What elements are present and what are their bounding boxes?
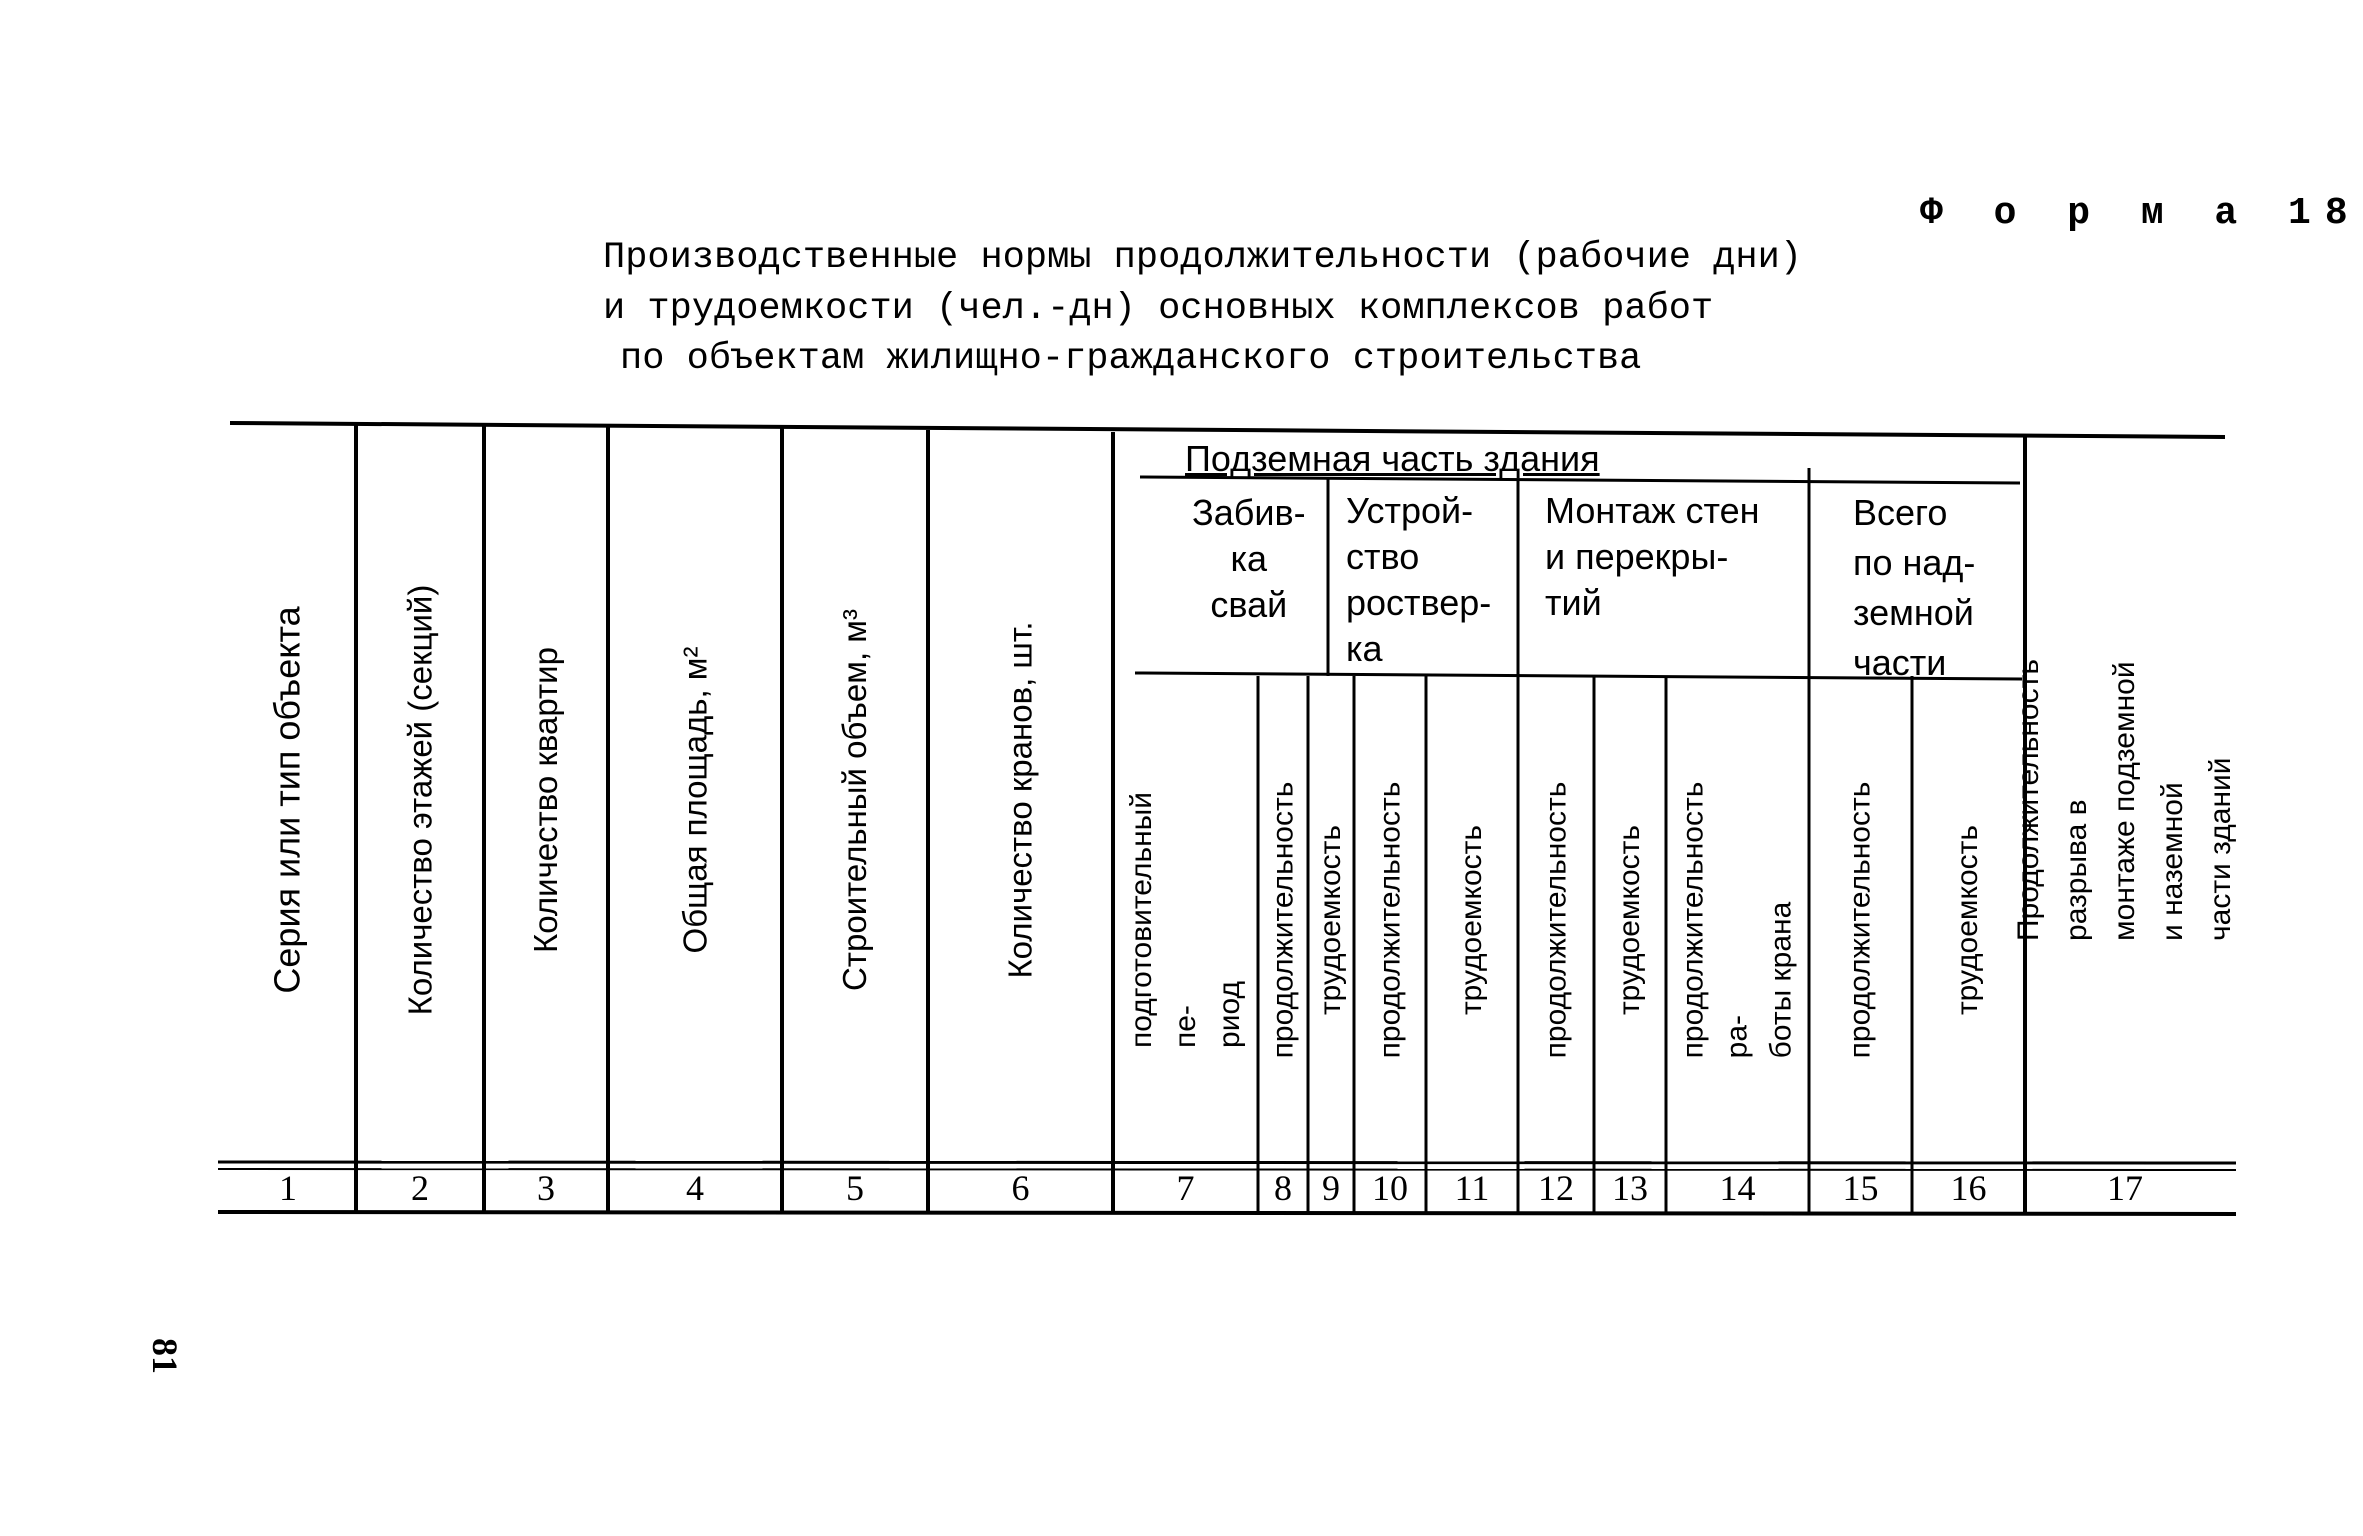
col-header-16: трудоемкость bbox=[1951, 824, 1985, 1016]
col-number-13: 13 bbox=[1612, 1168, 1648, 1208]
col-header-13: трудоемкость bbox=[1613, 824, 1647, 1016]
subgroup-grillage: Устрой- ство роствер- ка bbox=[1346, 490, 1492, 669]
col-number-17: 17 bbox=[2107, 1168, 2143, 1208]
group-header-underground: Подземная часть здания bbox=[1185, 438, 1600, 479]
subgroup-walls-floors: Монтаж стен и перекры- тий bbox=[1545, 490, 1760, 623]
col-number-8: 8 bbox=[1274, 1168, 1292, 1208]
col-number-5: 5 bbox=[846, 1168, 864, 1208]
page-number: 81 bbox=[145, 1338, 185, 1374]
col-header-11: трудоемкость bbox=[1455, 824, 1489, 1016]
title-line-1: Производственные нормы продолжительности (рабочие дни) bbox=[603, 237, 1802, 279]
col-header-8: продолжительность bbox=[1266, 781, 1300, 1059]
col-header-15: продолжительность bbox=[1843, 781, 1877, 1059]
col-number-11: 11 bbox=[1454, 1168, 1490, 1208]
col-header-1: Серия или тип объекта bbox=[267, 606, 309, 994]
col-number-14: 14 bbox=[1719, 1168, 1756, 1208]
col-header-6: Количество кранов, шт. bbox=[1001, 621, 1039, 979]
col-header-12: продолжительность bbox=[1539, 781, 1573, 1059]
col-header-7: подготовительный пе- риод bbox=[1124, 792, 1246, 1048]
col-number-7: 7 bbox=[1176, 1168, 1195, 1208]
col-number-16: 16 bbox=[1950, 1168, 1987, 1208]
col-number-12: 12 bbox=[1538, 1168, 1574, 1208]
title-line-3: по объектам жилищно-гражданского строительства bbox=[620, 338, 1642, 380]
col-number-9: 9 bbox=[1322, 1168, 1340, 1208]
subgroup-total-aboveground: Всего по над- земной части bbox=[1853, 492, 1976, 683]
subgroup-pile-driving: Забив- ка свай bbox=[1192, 492, 1306, 625]
col-number-6: 6 bbox=[1011, 1168, 1030, 1208]
col-header-17: Продолжительность разрыва в монтаже подземной и наземной части зданий bbox=[2012, 659, 2238, 941]
title-line-2: и трудоемкости (чел.-дн) основных комплексов работ bbox=[603, 288, 1714, 330]
col-number-10: 10 bbox=[1372, 1168, 1408, 1208]
col-number-4: 4 bbox=[686, 1168, 704, 1208]
col-header-4: Общая площадь, м² bbox=[676, 646, 713, 954]
col-number-3: 3 bbox=[537, 1168, 555, 1208]
col-header-10: продолжительность bbox=[1373, 781, 1407, 1059]
col-header-2: Количество этажей (секций) bbox=[401, 584, 439, 1016]
form-label: Ф о р м а 18 bbox=[1920, 192, 2362, 235]
col-number-1: 1 bbox=[279, 1168, 297, 1208]
col-number-2: 2 bbox=[411, 1168, 429, 1208]
col-header-3: Количество квартир bbox=[527, 647, 564, 953]
col-header-9: трудоемкость bbox=[1314, 824, 1348, 1016]
col-header-14: продолжительность ра- боты крана bbox=[1676, 781, 1798, 1059]
col-header-5: Строительный объем, м³ bbox=[836, 609, 874, 991]
col-number-15: 15 bbox=[1842, 1168, 1879, 1208]
